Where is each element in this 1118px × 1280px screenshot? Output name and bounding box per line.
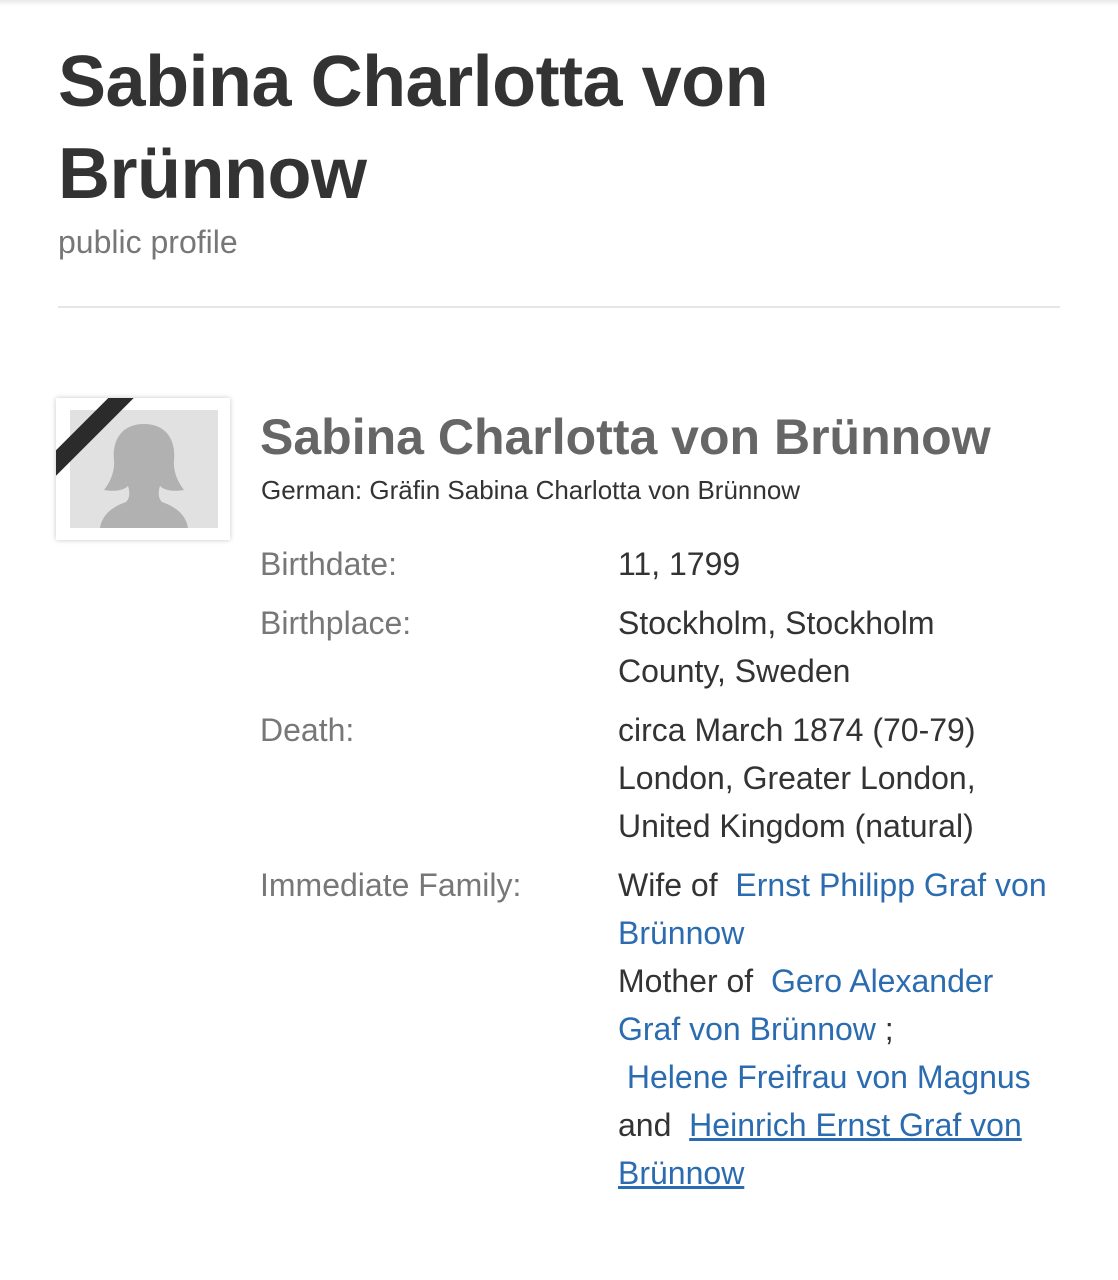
death-value (618, 706, 1048, 850)
alternate-name: German: Gräfin Sabina Charlotta von Brünnow (261, 475, 801, 505)
spouse-line (618, 861, 1048, 957)
birthplace-label: Birthplace: (260, 605, 412, 641)
family-row (260, 861, 1060, 1197)
children-line (618, 957, 1048, 1197)
profile-photo[interactable] (56, 398, 230, 540)
profile-facts (260, 540, 1060, 1208)
birthplace-row (260, 599, 1060, 695)
child-link-gero[interactable]: Gero Alexander Graf von Brünnow (618, 963, 994, 1047)
mother-of-text: Mother of (618, 963, 754, 999)
child-link-helene[interactable]: Helene Freifrau von Magnus (626, 1059, 1031, 1095)
family-value (618, 861, 1048, 1197)
death-row (260, 706, 1060, 850)
profile-name: Sabina Charlotta von Brünnow (260, 409, 991, 465)
top-shadow (0, 0, 1118, 6)
wife-of-text: Wife of (618, 867, 718, 903)
page-subtitle: public profile (58, 224, 238, 260)
family-label: Immediate Family: (260, 867, 522, 903)
header-divider (58, 306, 1060, 308)
birthdate-row (260, 540, 1060, 588)
page-title: Sabina Charlotta von Brünnow (58, 42, 769, 214)
birthdate-value: 11, 1799 (618, 546, 741, 582)
and-text: and (618, 1107, 672, 1143)
husband-link[interactable]: Ernst Philipp Graf von Brünnow (618, 867, 1047, 951)
child-separator: ; (884, 1011, 894, 1047)
death-label: Death: (260, 712, 355, 748)
birthplace-value: Stockholm, Stockholm County, Sweden (618, 605, 935, 689)
child-link-heinrich[interactable]: Heinrich Ernst Graf von Brünnow (618, 1107, 1022, 1191)
death-place: London, Greater London, United Kingdom (natural) (618, 760, 976, 844)
death-date: circa March 1874 (70-79) (618, 712, 976, 748)
birthdate-label: Birthdate: (260, 546, 397, 582)
